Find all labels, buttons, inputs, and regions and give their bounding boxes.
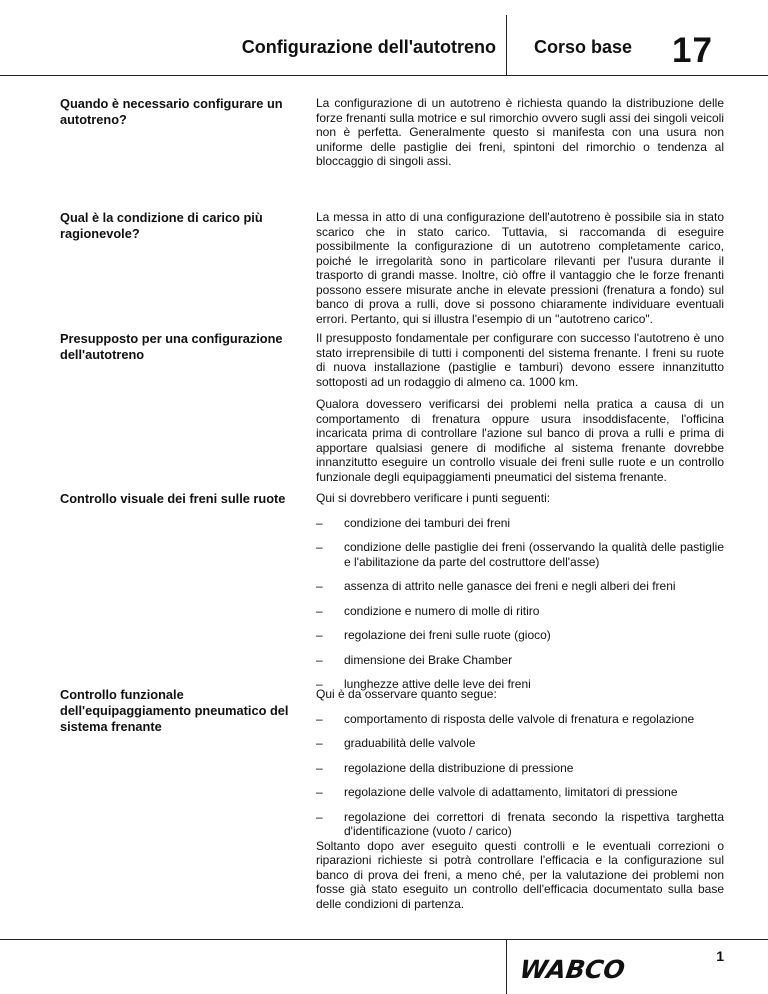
dash-bullet: – — [316, 652, 323, 667]
section-body — [316, 96, 724, 169]
section-body — [316, 331, 724, 484]
wabco-logo: WABCO — [517, 955, 627, 984]
dash-bullet: – — [316, 677, 323, 691]
header-divider — [506, 15, 507, 75]
list-item — [316, 516, 724, 531]
header-course: Corso base — [534, 37, 633, 57]
list-item-text: condizione e numero di molle di ritiro — [344, 603, 540, 618]
list-item-text: regolazione dei correttori di frenata secondo la rispettiva targhetta d'identificazione (vuoto / carico) — [344, 809, 724, 838]
list-item-text: assenza di attrito nelle ganasce dei freni e negli alberi dei freni — [344, 579, 676, 593]
section-body — [316, 210, 724, 326]
list-item — [316, 653, 724, 668]
list-item-text: regolazione dei freni sulle ruote (gioco) — [344, 628, 551, 642]
dash-bullet: – — [316, 760, 323, 775]
list-item — [316, 785, 724, 800]
header-title: Configurazione dell'autotreno — [241, 37, 496, 57]
section-body — [316, 687, 724, 911]
list-item-text: condizione delle pastiglie dei freni (osservando la qualità delle pastiglie e l'abilitazione da parte del costruttore dell'asse) — [344, 540, 724, 569]
paragraph: Il presupposto fondamentale per configurare con successo l'autotreno è uno stato irreprensibile di tutti i componenti del sistema frenante. I freni su ruote di nuova installazione (pastiglie e tamburi) devono essere innanzitutto sottoposti ad un rodaggio di almeno ca. 1000 km. — [316, 331, 724, 389]
dash-bullet: – — [316, 603, 323, 618]
list-item — [316, 761, 724, 776]
paragraph: La messa in atto di una configurazione dell'autotreno è possibile sia in stato scarico che in stato carico. Tuttavia, si raccomanda di eseguire possibilmente la configurazione di un autotreno completamente carico, poiché le irregolarità sono in particolare rilevanti per l'usura durante il trasporto di grandi masse. Inoltre, ciò offre il vantaggio che le forze frenanti possono essere misurate anche in elevate pressioni (frenatura a fondo) sul banco di prova a rulli, dove si possono chiaramente individuare eventuali errori. Pertanto, qui si illustra l'esempio di un "autotreno carico". — [316, 210, 724, 326]
section-question: Qual è la condizione di carico più ragionevole? — [60, 210, 263, 241]
dash-bullet: – — [316, 540, 323, 554]
header-rule — [0, 75, 768, 76]
list-intro: Qui si dovrebbero verificare i punti seguenti: — [316, 491, 551, 505]
list-item-text: regolazione delle valvole di adattamento, limitatori di pressione — [344, 785, 678, 799]
check-list — [316, 516, 724, 692]
list-item — [316, 810, 724, 839]
page-number: 1 — [716, 948, 724, 964]
list-item — [316, 540, 724, 569]
list-item-text: regolazione della distribuzione di pressione — [344, 760, 574, 775]
dash-bullet: – — [316, 515, 323, 530]
section-question: Quando è necessario configurare un autotreno? — [60, 96, 283, 127]
footer-divider — [506, 939, 507, 994]
dash-bullet: – — [316, 628, 323, 642]
paragraph: La configurazione di un autotreno è richiesta quando la distribuzione delle forze frenanti sulla motrice e sul rimorchio ovvero sugli assi dei singoli veicoli non è perfetta. Generalmente questo si manifesta con una usura non uniforme delle pastiglie dei freni, spintoni del rimorchio o tendenza al bloccaggio di singoli assi. — [316, 96, 724, 168]
list-item-text: dimensione dei Brake Chamber — [344, 652, 513, 667]
list-item — [316, 628, 724, 643]
list-intro: Qui è da osservare quanto segue: — [316, 687, 497, 701]
section-question: Controllo funzionale dell'equipaggiamento pneumatico del sistema frenante — [60, 687, 289, 734]
list-item — [316, 579, 724, 594]
dash-bullet: – — [316, 736, 323, 750]
check-list — [316, 712, 724, 839]
list-item-text: graduabilità delle valvole — [344, 736, 476, 750]
dash-bullet: – — [316, 579, 323, 593]
paragraph: Soltanto dopo aver eseguito questi controlli e le eventuali correzioni o riparazioni richieste si potrà controllare l'efficacia e la configurazione sul banco di prova dei freni, a meno ché, per la valutazione dei problemi non fosse già stato eseguito un controllo dell'efficacia documentato sulla base delle condizioni di partenza. — [316, 838, 724, 911]
dash-bullet: – — [316, 809, 323, 824]
list-item-text: condizione dei tamburi dei freni — [344, 515, 511, 530]
dash-bullet: – — [316, 711, 323, 726]
list-item — [316, 736, 724, 751]
dash-bullet: – — [316, 785, 323, 799]
chapter-number: 17 — [672, 31, 713, 70]
section-body — [316, 491, 724, 692]
section-question: Presupposto per una configurazione dell'autotreno — [60, 331, 283, 362]
footer-rule — [0, 939, 768, 940]
list-item-text: lunghezze attive delle leve dei freni — [344, 677, 531, 691]
list-item-text: comportamento di risposta delle valvole di frenatura e regolazione — [344, 711, 695, 726]
paragraph: Qualora dovessero verificarsi dei problemi nella pratica a causa di un comportamento di frenatura oppure usura insoddisfacente, l'officina incaricata prima di controllare l'azione sul banco di prova a rulli e prima di apportare qualsiasi genere di modifiche al sistema frenante dovrebbe innanzitutto eseguire un controllo visuale dei freni sulle ruote e un controllo funzionale degli equipaggiamenti pneumatici del sistema frenante. — [316, 397, 724, 484]
list-item — [316, 604, 724, 619]
section-question: Controllo visuale dei freni sulle ruote — [60, 491, 286, 506]
list-item — [316, 712, 724, 727]
